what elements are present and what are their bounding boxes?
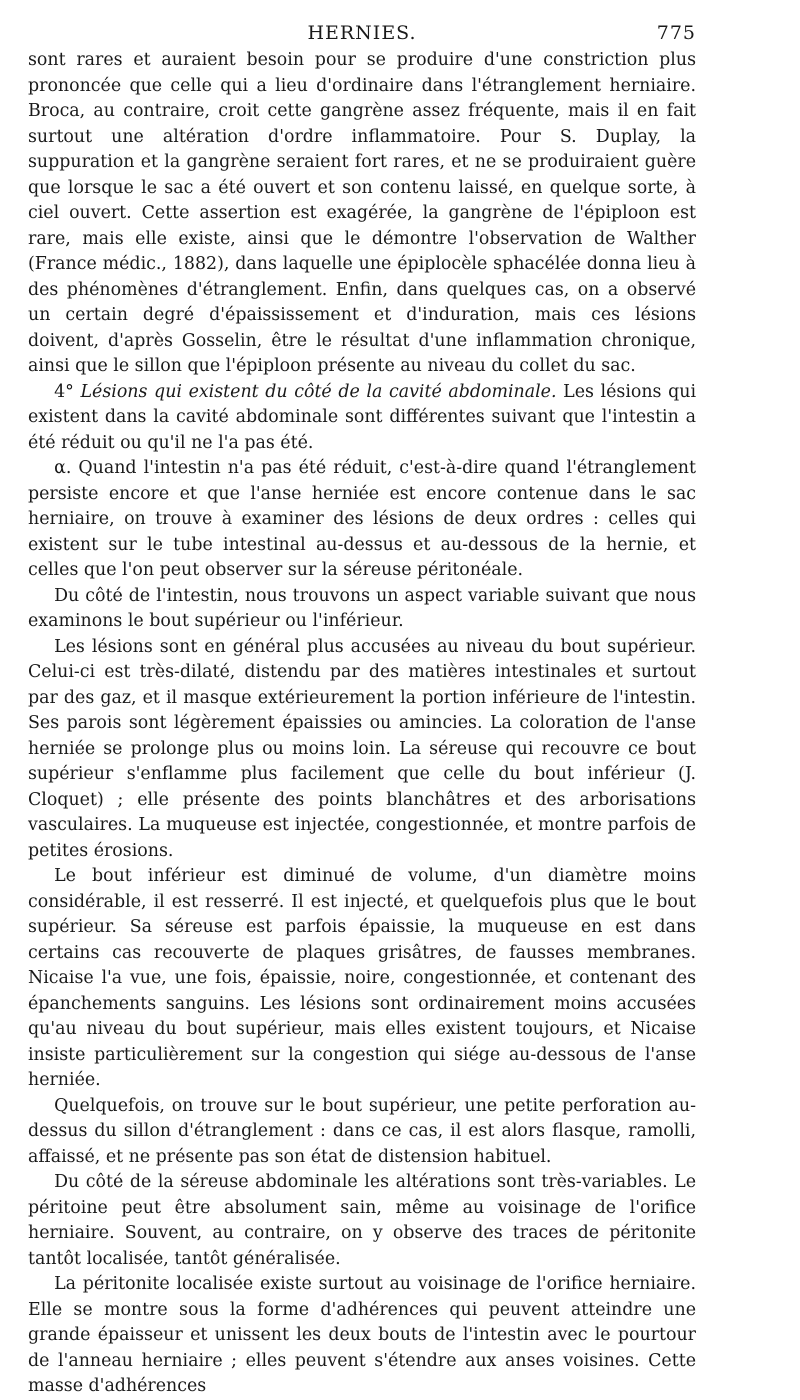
section-number: 4° bbox=[54, 381, 74, 402]
paragraph-perforation: Quelquefois, on trouve sur le bout supérieur, une petite perforation au-dessus du sillon d'étranglement : dans ce cas, il est alors flasque, ramolli, affaissé, et ne présente pas son état de distension habituel. bbox=[28, 1095, 696, 1167]
paragraph-bout-superieur: Les lésions sont en général plus accusées au niveau du bout supérieur. Celui-ci est très-dilaté, distendu par des matières intestinales et surtout par des gaz, et il masque extérieurement la portion inférieure de l'intestin. Ses parois sont légèrement épaissies ou amincies. La coloration de l'anse herniée se prolonge plus ou moins loin. La séreuse qui recouvre ce bout supérieur s'enflamme plus facilement que celle du bout inférieur (J. Cloquet) ; elle présente des points blanchâtres et des arborisations vasculaires. La muqueuse est injectée, congestionnée, et montre parfois de petites érosions. bbox=[28, 636, 696, 861]
paragraph-1: sont rares et auraient besoin pour se produire d'une constriction plus prononcée que celle qui a lieu d'ordinaire dans l'étranglement herniaire. Broca, au contraire, croit cette gangrène assez fréquente, mais il en fait surtout une altération d'ordre inflammatoire. Pour S. Duplay, la suppuration et la gangrène seraient fort rares, et ne se produiraient guère que lorsque le sac a été ouvert et son contenu laissé, en quelque sorte, à ciel ouvert. Cette assertion est exagérée, la gangrène de l'épiploon est rare, mais elle existe, ainsi que le démontre l'observation de Walther (France médic., 1882), dans laquelle une épiplocèle sphacélée donna lieu à des phénomènes d'étranglement. Enfin, dans quelques cas, on a observé un certain degré d'épaississement et d'induration, mais ces lésions doivent, d'après Gosselin, être le résultat d'une inflammation chronique, ainsi que le sillon que l'épiploon présente au niveau du collet du sac. bbox=[28, 50, 696, 376]
section-4-text: Les lésions qui existent dans la cavité abdominale sont différentes suivant que l'intestin a été réduit ou qu'il ne l'a pas été. bbox=[28, 381, 697, 453]
section-title: Lésions qui existent du côté de la cavité abdominale. bbox=[80, 381, 557, 402]
paragraph-sereuse: Du côté de la séreuse abdominale les altérations sont très-variables. Le péritoine peut être absolument sain, même au voisinage de l'orifice herniaire. Souvent, au contraire, on y observe des traces de péritonite tantôt localisée, tantôt généralisée. bbox=[28, 1172, 696, 1269]
section-4-paragraph bbox=[28, 380, 696, 457]
paragraph-intestin: Du côté de l'intestin, nous trouvons un aspect variable suivant que nous examinons le bout supérieur ou l'inférieur. bbox=[28, 585, 696, 631]
running-head bbox=[28, 18, 696, 48]
body-text bbox=[28, 48, 696, 1400]
page-number: 775 bbox=[656, 22, 696, 44]
paragraph-alpha: α. Quand l'intestin n'a pas été réduit, c'est-à-dire quand l'étranglement persiste encore et que l'anse herniée est encore contenue dans le sac herniaire, on trouve à examiner des lésions de deux ordres : celles qui existent sur le tube intestinal au-dessus et au-dessous de la hernie, et celles que l'on peut observer sur la séreuse péritonéale. bbox=[28, 458, 696, 580]
document-page bbox=[28, 18, 696, 1400]
paragraph-bout-inferieur: Le bout inférieur est diminué de volume, d'un diamètre moins considérable, il est resserré. Il est injecté, et quelquefois plus que le bout supérieur. Sa séreuse est parfois épaissie, la muqueuse en est dans certains cas recouverte de plaques grisâtres, de fausses membranes. Nicaise l'a vue, une fois, épaissie, noire, congestionnée, et contenant des épanchements sanguins. Les lésions sont ordinairement moins accusées qu'au niveau du bout supérieur, mais elles existent toujours, et Nicaise insiste particulièrement sur la congestion qui siége au-dessous de l'anse herniée. bbox=[28, 866, 696, 1090]
running-title: HERNIES. bbox=[307, 22, 417, 44]
paragraph-peritonite: La péritonite localisée existe surtout au voisinage de l'orifice herniaire. Elle se montre sous la forme d'adhérences qui peuvent atteindre une grande épaisseur et unissent les deux bouts de l'intestin avec le pourtour de l'anneau herniaire ; elles peuvent s'étendre aux anses voisines. Cette masse d'adhérences bbox=[28, 1274, 696, 1396]
